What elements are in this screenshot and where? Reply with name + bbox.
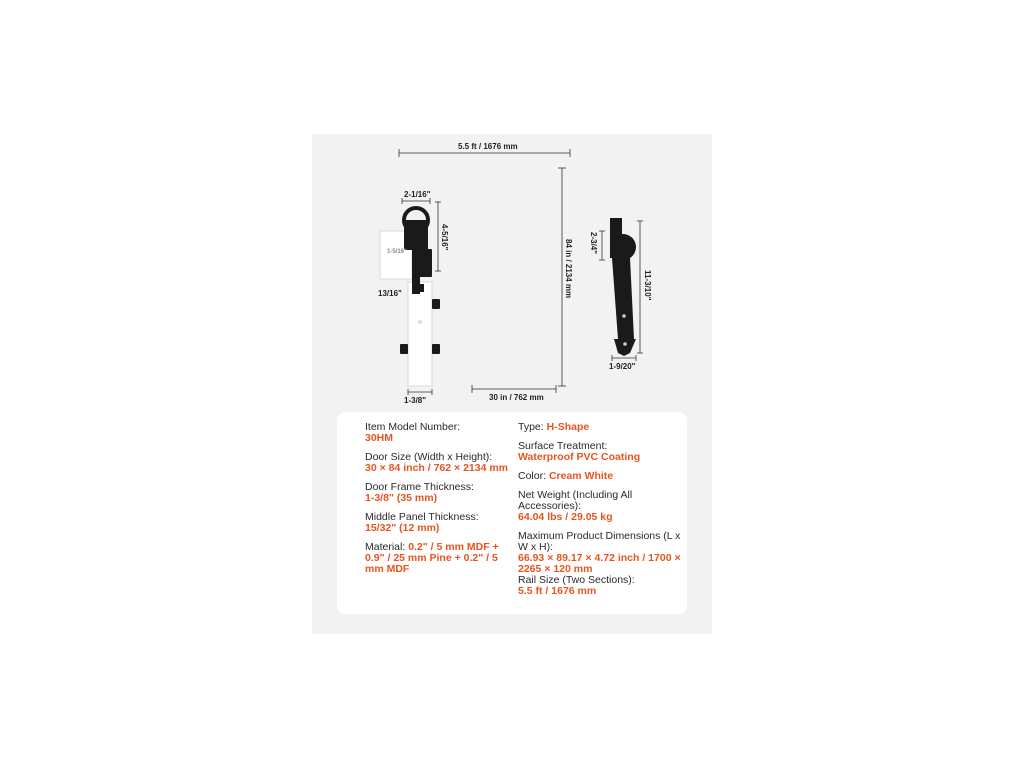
spec-column-right (518, 422, 683, 605)
spec-frame-thickness (365, 482, 515, 504)
spec-label: Middle Panel Thickness: (365, 511, 479, 523)
spec-door-size (365, 452, 515, 474)
door-height-label: 84 in / 2134 mm (564, 239, 573, 299)
spec-label: Color: (518, 470, 549, 482)
spec-label: Item Model Number: (365, 421, 461, 433)
spec-label: Maximum Product Dimensions (L x W x H): (518, 530, 681, 553)
spec-value: 30 × 84 inch / 762 × 2134 mm (365, 462, 509, 474)
spec-value: 66.93 × 89.17 × 4.72 inch / 1700 × 2265 × 120 mm (518, 552, 681, 575)
spec-label: Surface Treatment: (518, 440, 608, 452)
spec-label: Rail Size (Two Sections): (518, 574, 635, 586)
spec-panel-thickness (365, 512, 515, 534)
hanger-wheel-label: 2-3/4" (589, 232, 598, 255)
spec-value: 15/32" (12 mm) (365, 522, 440, 534)
spec-label: Net Weight (Including All Accessories): (518, 489, 633, 512)
door-thickness-label: 1-3/8" (404, 396, 427, 405)
spec-value: 5.5 ft / 1676 mm (518, 585, 597, 597)
spec-label: Door Size (Width x Height): (365, 451, 493, 463)
spec-label: Type: (518, 421, 547, 433)
bracket-small-label: 1-5/16" (387, 249, 407, 255)
roller-width-label: 2-1/16" (404, 190, 431, 199)
spec-value: Cream White (548, 470, 614, 482)
spec-net-weight (518, 490, 683, 523)
spec-color (518, 471, 683, 482)
spec-value: 30HM (365, 432, 394, 444)
spec-type (518, 422, 683, 433)
spec-model-number (365, 422, 515, 444)
roller-height-label: 4-5/16" (440, 224, 449, 251)
door-width-line (472, 385, 556, 393)
hanger-length-label: 11-3/10" (643, 270, 652, 301)
door-width-label: 30 in / 762 mm (489, 393, 544, 402)
spec-label: Material: (365, 541, 409, 553)
door-panel (408, 282, 432, 386)
spec-value: H-Shape (546, 421, 590, 433)
spec-value: 0.2" / 5 mm MDF + 0.9" / 25 mm Pine + 0.2" / 5 mm MDF (365, 541, 499, 575)
spec-value: Waterproof PVC Coating (518, 451, 641, 463)
rail-length-label: 5.5 ft / 1676 mm (458, 142, 518, 151)
spec-column-left (365, 422, 515, 583)
hanger-strap (610, 218, 636, 356)
spec-max-dimensions (518, 531, 683, 575)
hanger-width-label: 1-9/20" (609, 362, 636, 371)
specifications-panel (337, 412, 687, 614)
spec-material (365, 542, 515, 575)
hanger-wheel-line (599, 231, 605, 260)
spec-label: Door Frame Thickness: (365, 481, 474, 493)
spec-value: 64.04 lbs / 29.05 kg (518, 511, 613, 523)
spec-surface-treatment (518, 441, 683, 463)
spec-rail-size (518, 575, 683, 597)
spec-value: 1-3/8" (35 mm) (365, 492, 438, 504)
door-thickness-line (408, 389, 432, 395)
gap-label: 13/16" (378, 289, 402, 298)
